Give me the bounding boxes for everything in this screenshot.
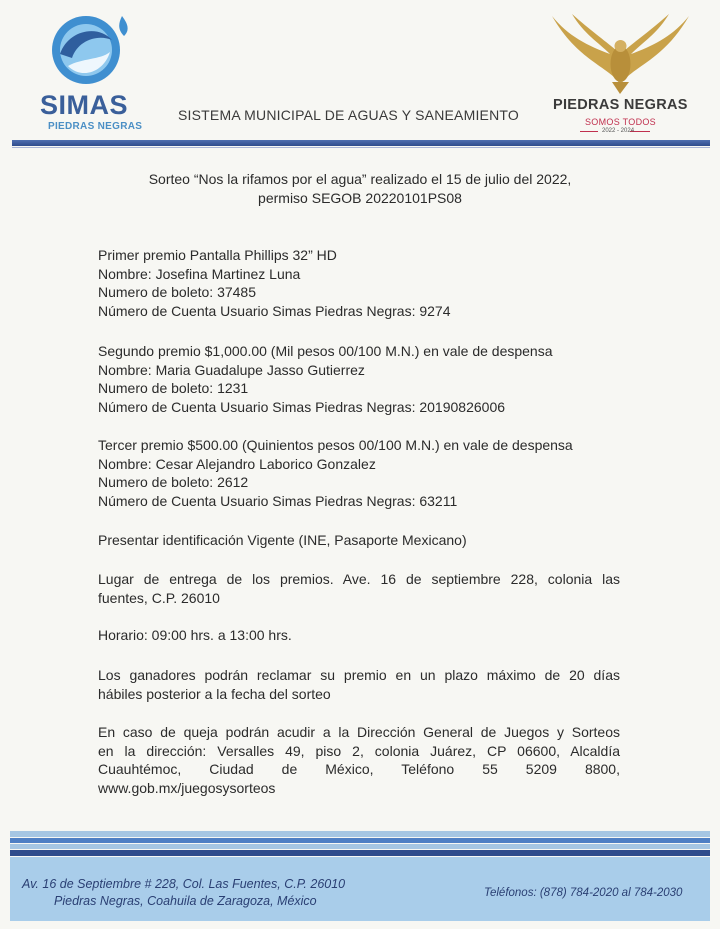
- winner-name: Nombre: Josefina Martinez Luna: [98, 265, 301, 282]
- complaint-line-1: En caso de queja podrán acudir a la Dirección General de Juegos y Sorteos: [98, 724, 620, 740]
- footer-stripe: [10, 850, 710, 856]
- prize-description: Segundo premio $1,000.00 (Mil pesos 00/100 M.N.) en vale de despensa: [98, 343, 553, 359]
- prize-block-second: [98, 342, 620, 416]
- delivery-place-note: [98, 570, 620, 607]
- schedule-note: [98, 626, 620, 645]
- prize-block-third: [98, 436, 620, 510]
- raffle-title-line-1: Sorteo “Nos la rifamos por el agua” realizado el 15 de julio del 2022,: [148, 171, 572, 187]
- prize-description: Tercer premio $500.00 (Quinientos pesos 00/100 M.N.) en vale de despensa: [98, 437, 573, 453]
- simas-brand: SIMAS: [40, 90, 129, 120]
- claim-deadline-note: [98, 666, 620, 703]
- prize-description: Primer premio Pantalla Phillips 32” HD: [98, 247, 337, 263]
- eagle-emblem-icon: [548, 6, 693, 96]
- schedule-text: Horario: 09:00 hrs. a 13:00 hrs.: [98, 627, 292, 643]
- delivery-place-line-2: fuentes, C.P. 26010: [98, 589, 220, 606]
- footer-stripe: [10, 838, 710, 843]
- ticket-number: Numero de boleto: 1231: [98, 380, 249, 396]
- identification-note: [98, 531, 620, 550]
- ticket-number: Numero de boleto: 2612: [98, 474, 249, 490]
- footer-address-line-1: Av. 16 de Septiembre # 228, Col. Las Fuentes, C.P. 26010: [22, 877, 346, 891]
- winner-name: Nombre: Maria Guadalupe Jasso Gutierrez: [98, 361, 365, 378]
- organization-name: SISTEMA MUNICIPAL DE AGUAS Y SANEAMIENTO: [178, 107, 519, 123]
- delivery-place-line-1: Lugar de entrega de los premios. Ave. 16 de septiembre 228, colonia las: [98, 571, 620, 587]
- prize-block-first: [98, 246, 620, 320]
- footer-address-line-2: Piedras Negras, Coahuila de Zaragoza, México: [54, 894, 317, 908]
- raffle-title: [60, 170, 660, 208]
- account-number: Número de Cuenta Usuario Simas Piedras Negras: 20190826006: [98, 398, 506, 415]
- city-brand: PIEDRAS NEGRAS: [553, 97, 688, 113]
- simas-subtitle: PIEDRAS NEGRAS: [48, 121, 143, 132]
- account-number: Número de Cuenta Usuario Simas Piedras Negras: 9274: [98, 302, 451, 319]
- complaint-line-4: www.gob.mx/juegosysorteos: [98, 779, 276, 796]
- footer-stripe: [10, 831, 710, 837]
- complaint-line-3: Cuauhtémoc, Ciudad de México, Teléfono 55 5209 8800,: [98, 761, 620, 777]
- city-slogan: SOMOS TODOS: [585, 117, 656, 127]
- complaint-line-2: en la dirección: Versalles 49, piso 2, colonia Juárez, CP 06600, Alcaldía: [98, 742, 620, 759]
- identification-text: Presentar identificación Vigente (INE, Pasaporte Mexicano): [98, 532, 467, 548]
- header-divider: [12, 140, 710, 146]
- complaint-note: [98, 723, 620, 797]
- ticket-number: Numero de boleto: 37485: [98, 284, 256, 300]
- header-divider-thin: [12, 147, 710, 148]
- footer-address: [22, 876, 345, 910]
- account-number: Número de Cuenta Usuario Simas Piedras Negras: 63211: [98, 492, 458, 509]
- raffle-title-line-2: permiso SEGOB 20220101PS08: [258, 190, 462, 206]
- footer-stripe: [10, 844, 710, 849]
- city-period: 2022 - 2024: [602, 128, 635, 134]
- claim-deadline-line-1: Los ganadores podrán reclamar su premio en un plazo máximo de 20 días: [98, 667, 620, 683]
- footer-phones: Teléfonos: (878) 784-2020 al 784-2030: [484, 887, 683, 899]
- claim-deadline-line-2: hábiles posterior a la fecha del sorteo: [98, 685, 331, 702]
- slogan-divider-left: [580, 131, 598, 132]
- winner-name: Nombre: Cesar Alejandro Laborico Gonzalez: [98, 455, 376, 472]
